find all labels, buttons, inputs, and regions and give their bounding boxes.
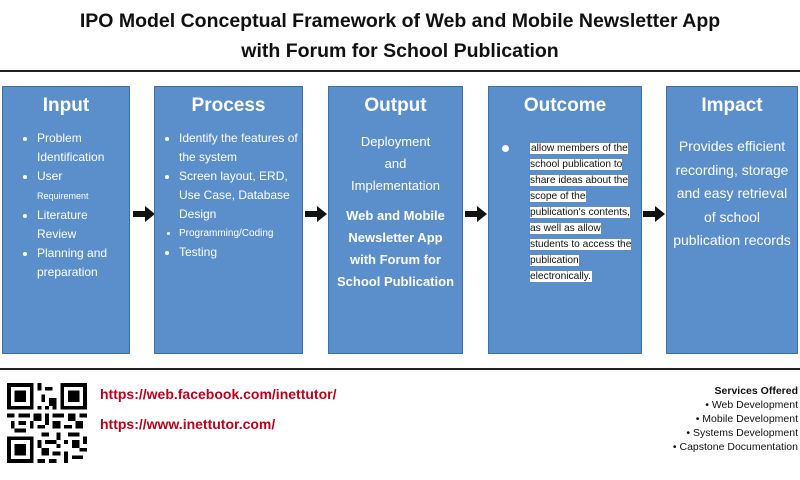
outcome-heading: Outcome [523,95,607,116]
output-box [328,86,463,354]
impact-text: Provides efficient recording, storage and easy retrieval of school publication records [673,138,791,248]
input-item: • Problem Identification [37,129,125,167]
process-item: • Identify the features of the system [179,129,298,167]
process-box [154,86,303,354]
title-line-2: with Forum for School Publication [241,40,559,62]
qr-code [7,383,87,463]
services-title: Services Offered [714,385,798,397]
right-arrow-icon [643,206,665,222]
impact-box [666,86,798,354]
service-item: • Systems Development [686,427,798,439]
right-arrow-icon [133,206,155,222]
services-offered [673,384,798,454]
process-item: • Testing [179,243,298,262]
output-body: Deployment and Implementation [351,134,440,193]
input-item: • Literature Review [37,206,125,244]
title-line-1: IPO Model Conceptual Framework of Web and Mobile Newsletter App [79,10,721,32]
service-item: • Mobile Development [695,413,798,425]
page-title [0,6,800,66]
outcome-text: allow members of the school publication to share ideas about the scope of the publication's contents, as well as allow students to access the publication electronically. [530,143,632,282]
input-item: • User Requirement [37,167,125,206]
input-list [3,129,129,282]
bullet-icon [502,145,509,152]
service-item: • Web Development [705,399,798,411]
service-item: • Capstone Documentation [672,441,798,453]
output-app-name: Web and Mobile Newsletter App with Forum for School Publication [337,208,455,289]
input-heading: Input [42,95,90,116]
outcome-box [488,86,642,354]
input-item: • Planning and preparation [37,244,125,282]
input-box [2,86,130,354]
process-item: • Screen layout, ERD, Use Case, Database Design [179,167,298,224]
website-link[interactable]: https://www.inettutor.com/ [100,416,276,432]
bottom-divider [0,368,800,370]
right-arrow-icon [305,206,327,222]
process-list [155,129,302,262]
process-heading: Process [191,95,266,116]
top-divider [0,70,800,72]
right-arrow-icon [465,206,487,222]
output-heading: Output [364,95,427,116]
process-item: • Programming/Coding [179,224,298,243]
facebook-link[interactable]: https://web.facebook.com/inettutor/ [100,386,337,402]
impact-heading: Impact [701,95,763,116]
